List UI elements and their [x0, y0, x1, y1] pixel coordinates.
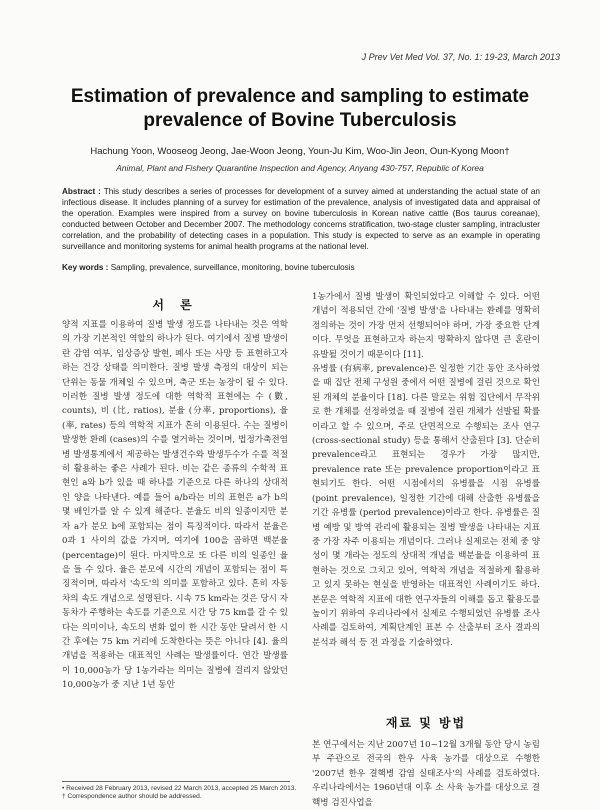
methods-paragraph: 본 연구에서는 지난 2007년 10~12월 3개월 동안 당시 농림부 주관으로 전국의 한우 사육 농가를 대상으로 수행한 '2007년 한우 결핵병 감염 실태조사'의 사례를 검토하였다. 우리나라에서는 1960년대 이후 소 사육 농가를 대상으로 결핵병 검진사업을: [312, 740, 540, 808]
abstract-label: Abstract :: [62, 187, 101, 196]
keywords-label: Key words :: [62, 263, 109, 272]
methods-heading: 재료 및 방법: [385, 716, 467, 730]
author-list: Hachung Yoon, Wooseog Jeong, Jae-Woon Jeong, Youn-Ju Kim, Woo-Jin Jeon, Oun-Kyong Moon†: [90, 146, 510, 157]
footnote-correspondence: † Correspondence author should be addressed.: [62, 793, 202, 800]
abstract-text: This study describes a series of processes for development of a survey aimed at understanding the actual state of an infectious disease. It includes planning of a survey for estimation of the prevalence, analysis of investigated data and appraisal of the operation. Examples were inspired from a survey on bovine tuberculosis in Korean native cattle (Bos taurus coreanae), conducted between October and December 2007. The methodology concerns stratification, two-stage cluster sampling, intracluster correlation, and the probability of detecting cases in a population. This study is expected to serve as an example in operating surveillance and monitoring systems for animal health programs at the national level.: [62, 187, 540, 251]
paper-title: Estimation of prevalence and sampling to estimate prevalence of Bovine Tuberculosis: [70, 86, 530, 131]
footnote-rule: [62, 781, 290, 782]
keywords: [62, 262, 540, 273]
journal-citation: J Prev Vet Med Vol. 37, No. 1: 19-23, March 2013: [361, 52, 560, 62]
intro-paragraph-2: 1농가에서 질병 발생이 확인되었다고 이해할 수 있다. 어떤 개념이 적용되던 간에 '질병 발생'을 나타내는 환례를 명확히 정의하는 것이 가장 먼저 선행되어야 하며, 가장 중요한 단계이다. 무엇을 표현하고자 하는지 명확하지 않다면 큰 혼란이 유발될 것이기 때문이다 [11].: [312, 292, 540, 360]
abstract: [62, 186, 540, 252]
keywords-text: Sampling, prevalence, surveillance, monitoring, bovine tuberculosis: [110, 263, 355, 272]
methods-column: [312, 738, 540, 810]
intro-heading: 서 론: [152, 298, 198, 312]
affiliation: Animal, Plant and Fishery Quarantine Inspection and Agency, Anyang 430-757, Republic of Korea: [116, 163, 484, 173]
intro-left-column: [62, 318, 288, 693]
intro-paragraph-3: 유병률 (有病率, prevalence)은 일정한 기간 동안 조사하였을 때 집단 전체 구성원 중에서 어떤 질병에 걸린 것으로 확인된 개체의 분율이다 [18]. 다른 말로는 위험 집단에서 무작위로 한 개체를 선정하였을 때 질병에 걸린 개체가 선발될 확률이라고 할 수 있으며, 주로 단면적으로 수행되는 조사 연구 (cross-sectional study) 등을 통해서 산출된다 [3]. 단순히 prevalence라고 표현되는 경우가 가장 많지만, prevalence rate 또는 prevalence proportion이라고 표현되기도 한다. 어떤 시점에서의 유병률을 시점 유병률 (point prevalence), 일정한 기간에 대해 산출한 유병률을 기간 유병률 (period prevalence)이라고 한다. 유병률은 질병 예방 및 방역 관리에 활용되는 질병 발생을 나타내는 지표 중 가장 자주 이용되는 개념이다. 그러나 실제로는 전체 중 양성이 몇 개라는 정도의 상대적 개념을 백분율을 이용하여 표현하는 것으로 그치고 있어, 역학적 개념을 적절하게 활용하고 있지 못하는 현실을 반영하는 대표적인 사례이기도 하다. 본문은 역학적 지표에 대한 연구자들의 이해를 돕고 활용도를 높이기 위하여 우리나라에서 실제로 수행되었던 유병률 조사 사례를 검토하여, 계획단계인 표본 수 산출부터 조사 결과의 분석과 해석 등 전 과정을 기술하였다.: [312, 364, 540, 648]
footnote-received: • Received 28 February 2013, revised 22 March 2013, accepted 25 March 2013.: [62, 785, 297, 792]
intro-right-column: [312, 290, 540, 650]
intro-paragraph-1: 양적 지표를 이용하여 질병 발생 정도를 나타내는 것은 역학의 가장 기본적인 역할의 하나가 된다. 여기에서 질병 발생이란 감염 여부, 임상증상 발현, 폐사 또는 사망 등 표현하고자 하는 건강 상태를 의미한다. 질병 발생 측정의 대상이 되는 단위는 동물 개체일 수 있으며, 축군 또는 농장이 될 수 있다. 이러한 질병 발생 정도에 대한 역학적 표현에는 수 (數, counts), 비 (比, ratios), 분율 (分率, proportions), 율 (率, rates) 등의 역학적 지표가 흔히 이용된다. 수는 질병이 발생한 환례 (cases)의 수를 열거하는 것이며, 법정가축전염병 발생통계에서 제공하는 발생건수와 발생두수가 수를 적절히 활용하는 좋은 사례가 된다. 비는 같은 종류의 수학적 표현인 a와 b가 있을 때 하나를 기준으로 다른 하나의 상대적인 양을 나타낸다. 예를 들어 a/b라는 비의 표현은 a가 b의 몇 배인가를 알 수 있게 해준다. 분율도 비의 일종이지만 분자 a가 분모 b에 포함되는 점이 특징적이다. 따라서 분율은 0과 1 사이의 값을 가지며, 여기에 100을 곱하면 백분율 (percentage)이 된다. 마지막으로 또 다른 비의 일종인 율을 들 수 있다. 율은 분모에 시간의 개념이 포함되는 점이 특징적이며, 따라서 '속도'의 의미를 포함하고 있다. 흔히 자동차의 속도 개념으로 설명된다. 시속 75 km라는 것은 당시 자동차가 주행하는 속도를 기준으로 시간 당 75 km를 갈 수 있다는 의미이나, 속도의 변화 없이 한 시간 동안 달려서 한 시간 후에는 75 km 거리에 도착한다는 뜻은 아니다 [4]. 율의 개념을 적용하는 대표적인 사례는 발생률이다. 연간 발생률이 10,000농가 당 1농가라는 의미는 질병에 걸리지 않았던 10,000농가 중 지난 1년 동안: [62, 320, 288, 691]
